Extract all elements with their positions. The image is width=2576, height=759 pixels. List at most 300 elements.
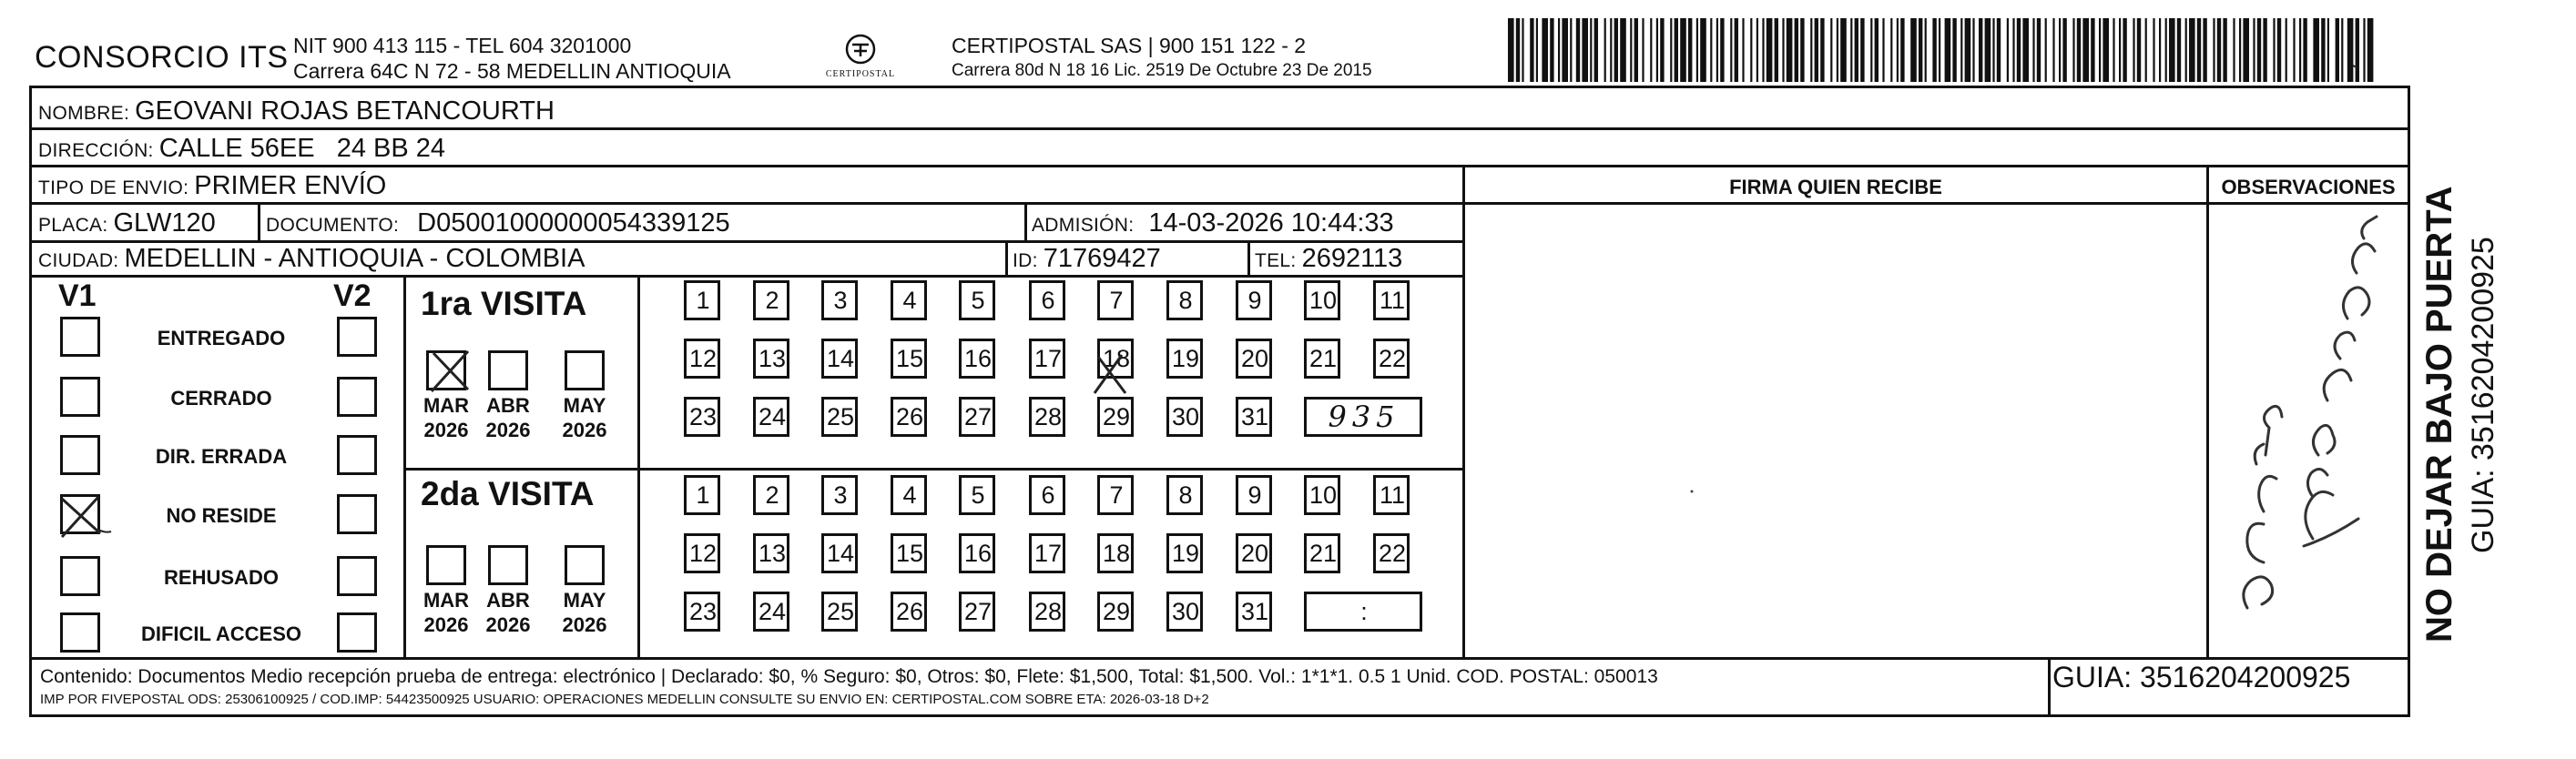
barcode-bar: [1850, 18, 1852, 82]
day-box[interactable]: [753, 280, 789, 320]
month-checkbox-may[interactable]: [565, 545, 605, 585]
footer-divider: [29, 657, 2410, 660]
col-divider: [2206, 165, 2209, 657]
id-label: ID:: [1013, 250, 1038, 271]
month-year: 2026: [423, 419, 469, 441]
row-nombre: [38, 96, 555, 126]
day-box[interactable]: [821, 280, 858, 320]
barcode-bar: [2286, 18, 2287, 82]
barcode-bar: [1985, 18, 1991, 82]
day-number: 22: [1378, 540, 1407, 567]
month-year: 2026: [562, 419, 607, 441]
day-number: 4: [902, 481, 917, 509]
v2-checkbox[interactable]: [337, 494, 377, 534]
day-number: 16: [963, 345, 993, 372]
barcode-bar: [1696, 18, 1698, 82]
day-number: 6: [1041, 481, 1055, 509]
barcode-bar: [1735, 18, 1738, 82]
day-number: 15: [895, 540, 924, 567]
barcode-bar: [1680, 18, 1686, 82]
barcode-bar: [1675, 18, 1678, 82]
logo-text: CERTIPOSTAL: [825, 69, 896, 79]
day-number: 31: [1240, 598, 1269, 625]
barcode-bar: [1932, 18, 1936, 82]
observaciones-header: OBSERVACIONES: [2221, 176, 2396, 198]
no-dejar-warning: NO DEJAR BAJO PUERTA: [2419, 186, 2459, 643]
barcode-bar: [1642, 18, 1644, 82]
row-id: [1013, 244, 1161, 274]
barcode-bar: [1870, 18, 1872, 82]
barcode-bar: [2223, 18, 2226, 82]
barcode-bar: [2277, 18, 2281, 82]
barcode-bar: [2165, 18, 2167, 82]
v2-checkbox[interactable]: [337, 612, 377, 653]
barcode-bar: [2299, 18, 2301, 82]
day-box[interactable]: [1373, 280, 1410, 320]
day-number: 5: [971, 287, 985, 314]
barcode-bar: [1590, 18, 1592, 82]
day-box[interactable]: [1236, 339, 1272, 379]
company-info: [293, 33, 731, 84]
barcode-bar: [1820, 18, 1824, 82]
barcode-bar: [2293, 18, 2295, 82]
barcode-bar: [1656, 18, 1658, 82]
ciudad-value: MEDELLIN - ANTIOQUIA - COLOMBIA: [124, 244, 585, 273]
barcode-bar: [1900, 18, 1904, 82]
day-box[interactable]: [684, 592, 720, 632]
print-info: IMP POR FIVEPOSTAL ODS: 25306100925 / COD.IMP: 54423500925 USUARIO: OPERACIONES MEDELLIN CONSULTE SU ENVIO EN: CERTIPOSTAL.COM SOBRE ETA: 2026-03-18 D+2: [40, 692, 1209, 707]
barcode-bar: [1795, 18, 1798, 82]
day-box[interactable]: [1097, 533, 1134, 573]
certipostal-logo: [820, 31, 901, 82]
barcode-bar: [1576, 18, 1580, 82]
month-checkbox-may[interactable]: [565, 350, 605, 390]
day-box[interactable]: [1097, 339, 1134, 379]
barcode-bar: [2217, 18, 2221, 82]
firma-header: FIRMA QUIEN RECIBE: [1729, 176, 1942, 198]
barcode-bar: [2062, 18, 2066, 82]
barcode-bar: [2113, 18, 2114, 82]
month-year: 2026: [485, 419, 531, 441]
barcode-bar: [2169, 18, 2175, 82]
day-number: 22: [1378, 345, 1407, 372]
barcode-bar: [2313, 18, 2319, 82]
company-address: Carrera 64C N 72 - 58 MEDELLIN ANTIOQUIA: [293, 59, 731, 83]
barcode-bar: [1965, 18, 1971, 82]
time-value: :: [1360, 598, 1368, 625]
tel-label: TEL:: [1255, 250, 1297, 271]
admision-label: ADMISIÓN:: [1032, 215, 1135, 236]
day-number: 21: [1308, 345, 1338, 372]
day-box[interactable]: [959, 339, 995, 379]
barcode-bar: [1630, 18, 1632, 82]
day-box[interactable]: [1097, 592, 1134, 632]
day-box[interactable]: [753, 397, 789, 437]
content-summary: Contenido: Documentos Medio recepción prueba de entrega: electrónico | Declarado: $0, % Seguro: $0, Otros: $0, Flete: $1,500, Total: $1,500. Vol.: 1*1*1. 0.5 1 Unid. COD. POSTAL: 050013: [40, 666, 1658, 687]
day-box[interactable]: [1166, 533, 1203, 573]
month-name: ABR: [486, 589, 530, 612]
v2-checkbox[interactable]: [337, 377, 377, 417]
day-number: 31: [1240, 403, 1269, 430]
barcode-bar: [2119, 18, 2121, 82]
visit-divider: [403, 468, 1463, 471]
month-checkbox-abr[interactable]: [488, 545, 528, 585]
day-number: 8: [1178, 287, 1193, 314]
day-box[interactable]: [1304, 339, 1340, 379]
day-box[interactable]: [1029, 339, 1065, 379]
day-box[interactable]: [1373, 339, 1410, 379]
day-box[interactable]: [891, 533, 927, 573]
col-divider: [2048, 657, 2051, 717]
day-number: 9: [1247, 287, 1262, 314]
day-number: 23: [688, 598, 718, 625]
day-box[interactable]: [1029, 592, 1065, 632]
barcode-bar: [2012, 18, 2014, 82]
day-number: 13: [758, 345, 787, 372]
barcode-bar: [1634, 18, 1638, 82]
day-number: 10: [1308, 481, 1338, 509]
col-divider: [1024, 202, 1027, 240]
barcode-bar: [1992, 18, 1994, 82]
day-number: 27: [963, 598, 993, 625]
day-number: 1: [696, 481, 710, 509]
barcode-bar: [2017, 18, 2021, 82]
ciudad-label: CIUDAD:: [38, 250, 119, 271]
barcode-bar: [2072, 18, 2074, 82]
day-number: 27: [963, 403, 993, 430]
day-box[interactable]: [1236, 592, 1272, 632]
barcode-bar: [1925, 18, 1927, 82]
barcode-bar: [1972, 18, 1974, 82]
day-box[interactable]: [1373, 475, 1410, 515]
v1-checkbox[interactable]: [60, 435, 100, 475]
placa-label: PLACA:: [38, 215, 108, 236]
day-number: 7: [1109, 481, 1124, 509]
barcode-bar: [1688, 18, 1692, 82]
v1-checkbox[interactable]: [60, 556, 100, 596]
month-checkbox-abr[interactable]: [488, 350, 528, 390]
barcode-bar: [2022, 18, 2029, 82]
v2-header: V2: [333, 278, 372, 313]
col-divider: [1462, 165, 1465, 657]
day-box[interactable]: [684, 280, 720, 320]
month-label: [419, 588, 473, 637]
day-number: 17: [1033, 345, 1063, 372]
day-number: 18: [1102, 345, 1131, 372]
row-divider: [29, 165, 2410, 167]
checklist-label: NO RESIDE: [166, 504, 277, 527]
checklist-label: DIFICIL ACCESO: [140, 622, 301, 645]
month-year: 2026: [485, 613, 531, 636]
barcode-bar: [2082, 18, 2089, 82]
id-value: 71769427: [1043, 244, 1161, 273]
barcode-bar: [2007, 18, 2009, 82]
day-number: 14: [826, 540, 855, 567]
month-name: ABR: [486, 394, 530, 417]
barcode-bar: [2239, 18, 2241, 82]
barcode-bar: [2321, 18, 2325, 82]
barcode-bar: [1855, 18, 1858, 82]
barcode-bar: [2263, 18, 2266, 82]
time-field[interactable]: [1304, 397, 1422, 437]
day-number: 25: [826, 598, 855, 625]
barcode-bar: [2153, 18, 2154, 82]
day-box[interactable]: [753, 592, 789, 632]
barcode-bar: [1716, 18, 1718, 82]
day-box[interactable]: [1166, 397, 1203, 437]
day-number: 16: [963, 540, 993, 567]
month-label: [557, 588, 612, 637]
day-box[interactable]: [959, 280, 995, 320]
barcode-bar: [1939, 18, 1940, 82]
barcode-bar: [1700, 18, 1706, 82]
day-box[interactable]: [821, 397, 858, 437]
barcode-bar: [1730, 18, 1732, 82]
day-box[interactable]: [1166, 339, 1203, 379]
day-number: 5: [971, 481, 985, 509]
month-year: 2026: [562, 613, 607, 636]
barcode-bar: [1756, 18, 1758, 82]
checklist-label: DIR. ERRADA: [155, 445, 288, 468]
barcode-bar: [2253, 18, 2255, 82]
month-year: 2026: [423, 613, 469, 636]
day-box[interactable]: [959, 397, 995, 437]
day-number: 29: [1102, 403, 1131, 430]
day-number: 13: [758, 540, 787, 567]
day-box[interactable]: [1097, 280, 1134, 320]
day-number: 23: [688, 403, 718, 430]
barcode-bar: [1670, 18, 1672, 82]
row-ciudad: [38, 244, 585, 274]
direccion-value: CALLE 56EE 24 BB 24: [158, 134, 446, 163]
day-number: 2: [765, 481, 779, 509]
day-number: 28: [1033, 598, 1063, 625]
time-value: 935: [1328, 400, 1400, 434]
day-box[interactable]: [1166, 280, 1203, 320]
col-divider: [637, 275, 640, 657]
day-number: 1: [696, 287, 710, 314]
day-number: 29: [1102, 598, 1131, 625]
day-number: 25: [826, 403, 855, 430]
day-number: 4: [902, 287, 917, 314]
barcode-bar: [2257, 18, 2261, 82]
day-box[interactable]: [821, 592, 858, 632]
day-number: 15: [895, 345, 924, 372]
day-box[interactable]: [1097, 475, 1134, 515]
checklist-label: REHUSADO: [164, 566, 279, 589]
day-box[interactable]: [684, 397, 720, 437]
first-visit-title: 1ra VISITA: [421, 285, 587, 322]
row-direccion: [38, 134, 445, 164]
checklist-label: CERRADO: [170, 387, 272, 410]
day-number: 3: [833, 481, 848, 509]
month-name: MAR: [423, 589, 470, 612]
day-number: 24: [758, 598, 787, 625]
day-number: 12: [688, 540, 718, 567]
tipo-value: PRIMER ENVÍO: [194, 171, 387, 200]
row-tel: [1255, 244, 1402, 274]
barcode-bar: [2363, 18, 2365, 82]
month-name: MAY: [563, 394, 606, 417]
barcode-bar: [2099, 18, 2101, 82]
barcode-bar: [1614, 18, 1618, 82]
day-box[interactable]: [821, 533, 858, 573]
day-box[interactable]: [1029, 280, 1065, 320]
barcode-bar: [1570, 18, 1572, 82]
barcode-bar: [1720, 18, 1724, 82]
row-placa: [38, 208, 216, 238]
row-divider: [29, 127, 2410, 130]
day-number: 2: [765, 287, 779, 314]
barcode-bar: [2341, 18, 2343, 82]
day-box[interactable]: [1304, 533, 1340, 573]
certipostal-line: CERTIPOSTAL SAS | 900 151 122 - 2: [952, 34, 1307, 57]
row-divider: [29, 202, 2410, 205]
day-box[interactable]: [1236, 533, 1272, 573]
barcode-bar: [2032, 18, 2034, 82]
day-box[interactable]: [1097, 397, 1134, 437]
day-box[interactable]: [684, 475, 720, 515]
day-box[interactable]: [891, 475, 927, 515]
month-label: [557, 393, 612, 442]
barcode-bar: [2303, 18, 2306, 82]
company-name: CONSORCIO ITS: [35, 40, 289, 75]
barcode-bar: [2133, 18, 2134, 82]
day-number: 14: [826, 345, 855, 372]
day-box[interactable]: [753, 533, 789, 573]
barcode-bar: [1550, 18, 1553, 82]
barcode-bar: [1837, 18, 1838, 82]
day-box[interactable]: [1166, 475, 1203, 515]
col-divider: [403, 275, 406, 657]
v2-checkbox[interactable]: [337, 435, 377, 475]
side-guia-number: GUIA: 3516204200925: [2466, 237, 2500, 553]
time-field[interactable]: [1304, 592, 1422, 632]
barcode-bar: [1767, 18, 1773, 82]
barcode-bar: [1997, 18, 2001, 82]
month-name: MAY: [563, 589, 606, 612]
day-box[interactable]: [1029, 397, 1065, 437]
day-box[interactable]: [821, 475, 858, 515]
row-admision: [1032, 208, 1394, 238]
barcode-bar: [2356, 18, 2359, 82]
day-box[interactable]: [959, 533, 995, 573]
day-box[interactable]: [1166, 592, 1203, 632]
day-box[interactable]: [1304, 475, 1340, 515]
barcode-bar: [1800, 18, 1804, 82]
day-box[interactable]: [891, 592, 927, 632]
barcode-bar: [2037, 18, 2041, 82]
v1-checkbox[interactable]: [60, 317, 100, 357]
v1-checkbox[interactable]: [60, 494, 100, 534]
barcode-bar: [1650, 18, 1652, 82]
day-box[interactable]: [891, 397, 927, 437]
barcode-bar: [2059, 18, 2061, 82]
barcode-bar: [1582, 18, 1588, 82]
month-label: [419, 393, 473, 442]
month-checkbox-mar[interactable]: [426, 350, 466, 390]
day-number: 6: [1041, 287, 1055, 314]
placa-value: GLW120: [113, 208, 216, 238]
day-number: 19: [1171, 345, 1200, 372]
barcode-bar: [1897, 18, 1899, 82]
day-box[interactable]: [684, 339, 720, 379]
day-box[interactable]: [1029, 533, 1065, 573]
v2-checkbox[interactable]: [337, 317, 377, 357]
day-number: 3: [833, 287, 848, 314]
barcode-bar: [2159, 18, 2161, 82]
day-box[interactable]: [753, 339, 789, 379]
barcode-bar: [1910, 18, 1917, 82]
barcode-bar: [1787, 18, 1793, 82]
barcode-bar: [1762, 18, 1764, 82]
barcode-bar: [1516, 18, 1520, 82]
barcode-bar: [1882, 18, 1884, 82]
day-box[interactable]: [1029, 475, 1065, 515]
col-divider: [1005, 240, 1008, 275]
barcode-bar: [1558, 18, 1560, 82]
day-number: 19: [1171, 540, 1200, 567]
day-box[interactable]: [959, 475, 995, 515]
barcode-bar: [2052, 18, 2054, 82]
barcode-bar: [1875, 18, 1879, 82]
barcode-bar: [1810, 18, 1812, 82]
day-box[interactable]: [959, 592, 995, 632]
barcode-bar: [1952, 18, 1956, 82]
barcode-bar: [1610, 18, 1612, 82]
day-box[interactable]: [891, 280, 927, 320]
day-number: 11: [1379, 287, 1406, 314]
tel-value: 2692113: [1301, 244, 1403, 273]
day-number: 17: [1033, 540, 1063, 567]
barcode-bar: [2123, 18, 2126, 82]
month-name: MAR: [423, 394, 470, 417]
day-number: 9: [1247, 481, 1262, 509]
v1-checkbox[interactable]: [60, 612, 100, 653]
barcode-bar: [1840, 18, 1847, 82]
day-number: 30: [1171, 598, 1200, 625]
day-box[interactable]: [1304, 280, 1340, 320]
day-box[interactable]: [891, 339, 927, 379]
day-box[interactable]: [1373, 533, 1410, 573]
v1-checkbox[interactable]: [60, 377, 100, 417]
barcode-bar: [2273, 18, 2275, 82]
barcode-bar: [2045, 18, 2047, 82]
col-divider: [1247, 240, 1250, 275]
barcode-bar: [1960, 18, 1962, 82]
day-box[interactable]: [1236, 475, 1272, 515]
barcode: [1502, 18, 2377, 84]
day-number: 20: [1240, 540, 1269, 567]
barcode-bar: [1830, 18, 1832, 82]
barcode-bar: [2213, 18, 2215, 82]
barcode-bar: [1660, 18, 1664, 82]
row-tipo: [38, 171, 386, 201]
barcode-bar: [2185, 18, 2187, 82]
day-box[interactable]: [1236, 397, 1272, 437]
barcode-bar: [1604, 18, 1606, 82]
v2-checkbox[interactable]: [337, 556, 377, 596]
day-box[interactable]: [684, 533, 720, 573]
month-checkbox-mar[interactable]: [426, 545, 466, 585]
day-number: 30: [1171, 403, 1200, 430]
day-box[interactable]: [1236, 280, 1272, 320]
day-box[interactable]: [821, 339, 858, 379]
day-number: 26: [895, 403, 924, 430]
barcode-bar: [1979, 18, 1982, 82]
day-box[interactable]: [753, 475, 789, 515]
barcode-bar: [2336, 18, 2339, 82]
